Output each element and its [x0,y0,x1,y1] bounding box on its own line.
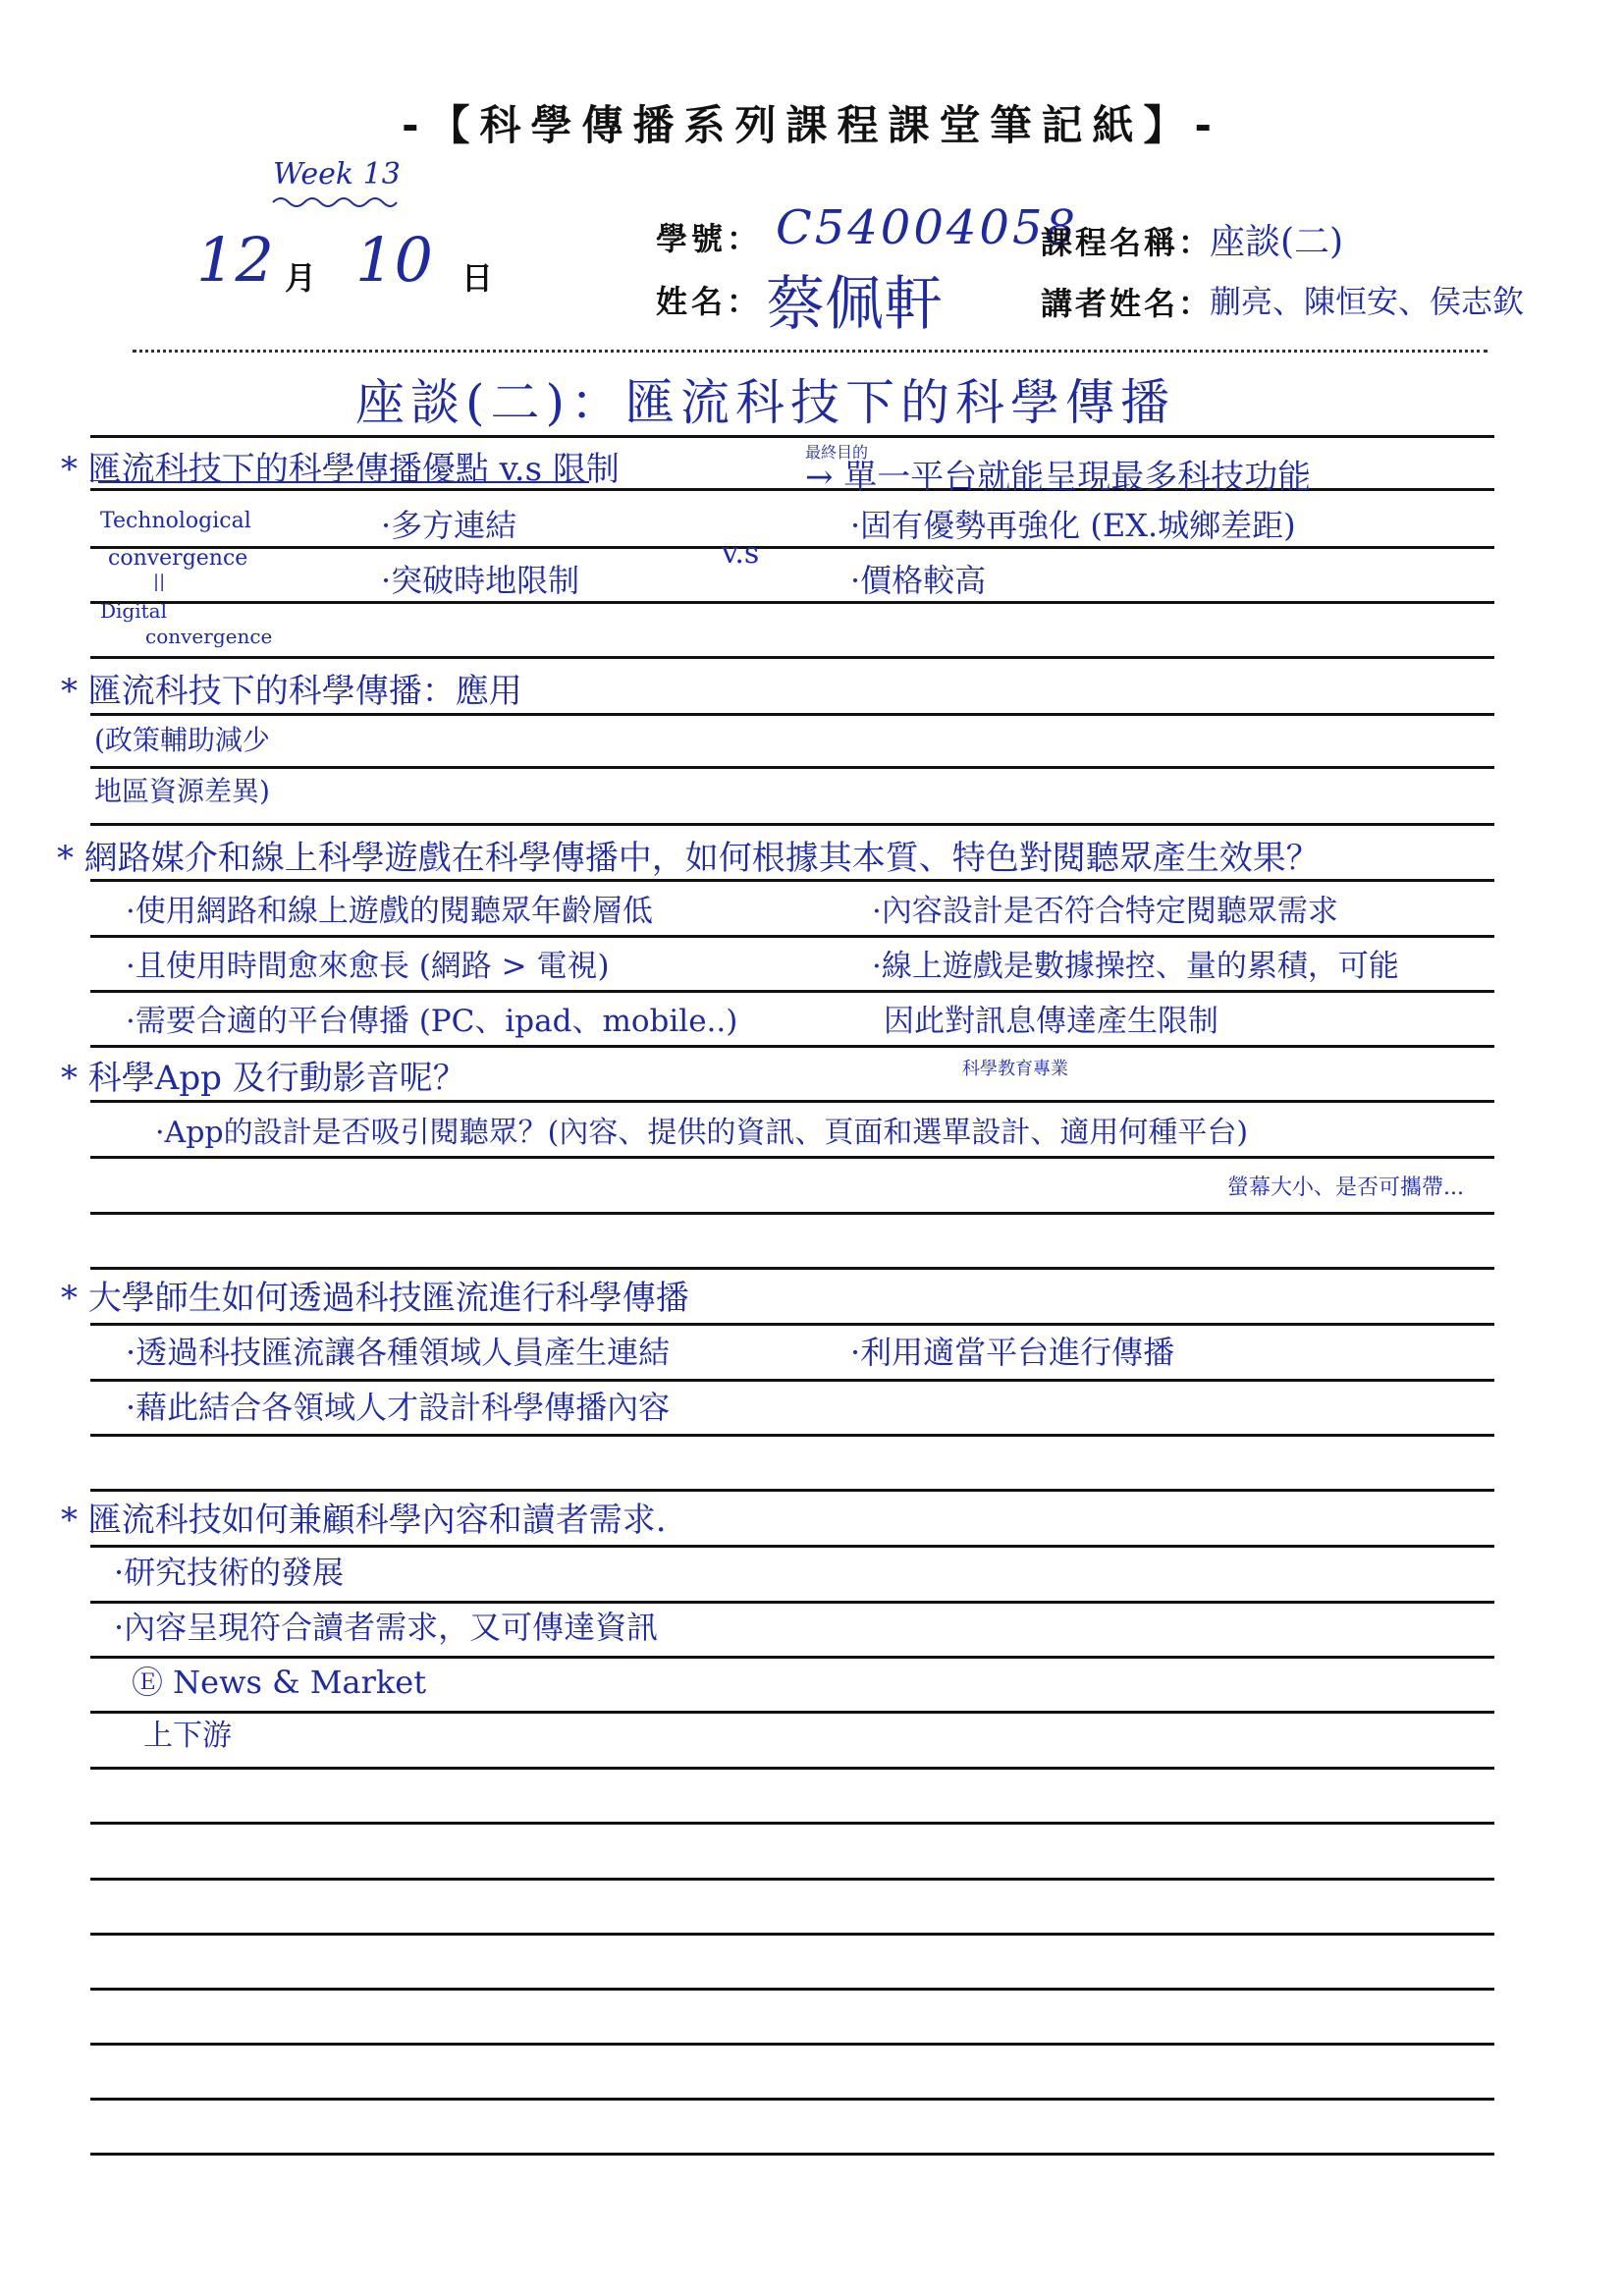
term-text: Digital [100,599,167,623]
ruled-line [90,435,1494,438]
section-heading: * 大學師生如何透過科技匯流進行科學傳播 [61,1279,689,1318]
term-text: Technological [100,509,251,533]
list-item: ·App的設計是否吸引閱聽眾？(內容、提供的資訊、頁面和選單設計、適用何種平台) [155,1116,1249,1150]
ruled-line [90,2098,1494,2101]
list-item: ·內容設計是否符合特定閱聽眾需求 [872,894,1338,929]
month-label: 月 [285,259,317,297]
list-item: ·固有優勢再強化 (EX.城鄉差距) [850,507,1296,544]
day-label: 日 [461,259,494,297]
date-month: 12 [196,224,274,296]
date-day: 10 [355,224,433,296]
list-item: ·藉此結合各領域人才設計科學傳播內容 [126,1389,671,1426]
list-item: ·線上遊戲是數據操控、量的累積，可能 [872,949,1399,984]
ruled-line [90,2153,1494,2156]
course-label: 課程名稱： [1041,224,1214,261]
ruled-line [90,713,1494,716]
ruled-line [90,1045,1494,1048]
list-item: ·突破時地限制 [381,562,580,599]
ruled-line [90,1434,1494,1437]
list-item: 因此對訊息傳達產生限制 [884,1004,1218,1039]
margin-note: 科學教育專業 [962,1059,1068,1079]
list-item: ·透過科技匯流讓各種領域人員產生連結 [126,1334,671,1371]
ruled-line [90,1156,1494,1159]
list-item: ·利用適當平台進行傳播 [850,1334,1175,1371]
ruled-line [90,546,1494,549]
speaker-label: 講者姓名： [1041,285,1214,322]
list-item: 地區資源差異) [94,775,270,807]
section-heading: * 科學App 及行動影音呢？ [61,1059,466,1098]
list-item: 上下游 [143,1719,232,1753]
student-id-value: C54004058 [776,200,1079,255]
week-label: Week 13 [273,157,401,191]
list-item: (政策輔助減少 [94,724,270,756]
list-item: ·研究技術的發展 [114,1554,345,1591]
ruled-line [90,1489,1494,1492]
ruled-line [90,1988,1494,1991]
list-item: ·價格較高 [850,562,987,599]
term-text: convergence [108,546,248,571]
student-id-label: 學號： [656,220,763,257]
list-item: ·使用網路和線上遊戲的閱聽眾年齡層低 [126,894,653,929]
heading-underline [98,481,589,483]
ruled-line [90,1767,1494,1770]
week-underline [271,194,399,208]
term-text: convergence [145,625,273,648]
section-heading: * 匯流科技下的科學傳播：應用 [61,672,522,711]
page-title: -【科學傳播系列課程課堂筆記紙】- [402,101,1221,149]
ruled-line [90,766,1494,769]
ruled-line [90,1100,1494,1103]
list-item: ·多方連結 [381,507,517,544]
ruled-line [90,1933,1494,1936]
margin-note: 螢幕大小、是否可攜帶... [1227,1175,1464,1200]
ruled-line [90,1212,1494,1215]
ruled-line [90,601,1494,604]
list-item: Ⓔ News & Market [132,1664,427,1701]
ruled-line [90,879,1494,882]
ruled-line [90,1267,1494,1270]
section-heading: * 匯流科技如何兼顧科學內容和讀者需求. [61,1501,667,1540]
ruled-line [90,1323,1494,1326]
section-heading: * 匯流科技下的科學傳播優點 v.s 限制 [61,450,620,489]
ruled-line [90,1711,1494,1714]
name-value: 蔡佩軒 [766,270,943,339]
topic-heading: 座談(二)：匯流科技下的科學傳播 [355,374,1176,431]
ruled-line [90,1379,1494,1382]
list-item: ·且使用時間愈來愈長 (網路 > 電視) [126,949,610,984]
section-heading: * 網路媒介和線上科學遊戲在科學傳播中，如何根據其本質、特色對閱聽眾產生效果？ [57,839,1320,878]
header-separator [133,350,1488,353]
ruled-line [90,2043,1494,2046]
course-value: 座談(二) [1210,222,1344,262]
name-label: 姓名： [656,283,763,320]
margin-note: 最終目的 [805,443,869,462]
term-text: || [153,572,166,592]
ruled-line [90,1878,1494,1881]
annotation-text: → 單一平台就能呈現最多科技功能 [805,458,1312,497]
ruled-line [90,823,1494,826]
ruled-line [90,1822,1494,1825]
ruled-line [90,935,1494,938]
vs-text: v.s [722,536,760,571]
list-item: ·需要合適的平台傳播 (PC、ipad、mobile..) [126,1004,738,1039]
ruled-line [90,990,1494,993]
ruled-line [90,656,1494,659]
list-item: ·內容呈現符合讀者需求，又可傳達資訊 [114,1609,659,1646]
speaker-value: 蒯亮、陳恒安、侯志欽 [1210,283,1525,320]
